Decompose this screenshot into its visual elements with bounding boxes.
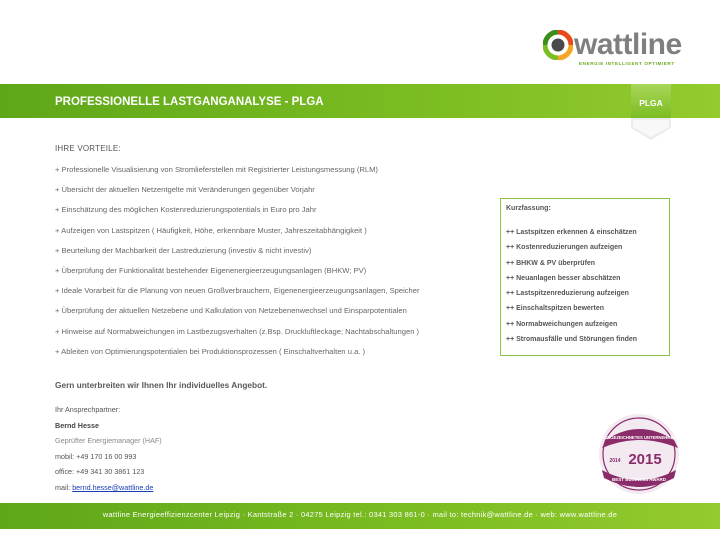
list-item: + Überprüfung der Funktionalität bestehender Eigenenergieerzeugungsanlagen (BHKW; PV) (55, 265, 367, 275)
contact-name: Bernd Hesse (55, 420, 99, 430)
plga-tab (631, 84, 671, 142)
contact-mail-link[interactable]: bernd.hesse@wattline.de (72, 482, 154, 492)
list-item: ++ Stromausfälle und Störungen finden (506, 336, 638, 344)
logo-ring-icon (543, 30, 573, 60)
wattline-logo (543, 28, 682, 76)
award-year-small: 2014 (609, 458, 621, 464)
list-item: ++ Neuanlagen besser abschätzen (506, 274, 621, 282)
footer-contact-line: wattline Energieeffizienzcenter Leipzig · Kantstraße 2 · 04275 Leipzig tel.: 0341 303 861-0 · mail to: technik@wattline.de · web: www.wattline.de (102, 510, 618, 519)
list-item: + Überprüfung der aktuellen Netzebene und Kalkulation von Netzebenenwechsel und Einsparpotentialen (55, 306, 407, 316)
award-title: BEST BUSINESS AWARD (611, 477, 667, 482)
contact-label: Ihr Ansprechpartner: (55, 405, 121, 414)
kurzfassung-title: Kurzfassung: (506, 205, 551, 212)
logo-tagline: ENERGIE INTELLIGENT OPTIMIERT (579, 61, 675, 66)
kurzfassung-box (500, 198, 670, 356)
list-item: + Übersicht der aktuellen Netzentgelte mit Veränderungen gegenüber Vorjahr (55, 185, 315, 195)
tab-label: PLGA (639, 98, 663, 108)
contact-office: office: +49 341 30 3861 123 (55, 467, 145, 476)
contact-block (55, 402, 162, 495)
page-title: PROFESSIONELLE LASTGANGANALYSE - PLGA (55, 96, 324, 108)
kurzfassung-list (506, 229, 669, 351)
award-year-big: 2015 (628, 451, 662, 468)
contact-role: Geprüfter Energiemanager (HAF) (55, 436, 162, 445)
list-item: + Einschätzung des möglichen Kostenreduzierungspotentials in Euro pro Jahr (55, 205, 317, 215)
list-item: + Professionelle Visualisierung von Stromlieferstellen mit Registrierter Leistungsmessung (RLM) (55, 165, 378, 174)
offer-call-to-action: Gern unterbreiten wir Ihnen Ihr individuelles Angebot. (55, 380, 268, 390)
list-item: ++ Lastspitzen erkennen & einschätzen (506, 229, 637, 236)
tab-shape-icon (631, 84, 671, 142)
list-item: + Hinweise auf Normabweichungen im Lastbezugsverhalten (z.Bsp. Druckluftleckage; Nachtabschaltungen ) (55, 326, 420, 336)
logo-wordmark: wattline (574, 28, 682, 61)
vorteile-section (55, 144, 475, 367)
list-item: ++ Kostenreduzierungen aufzeigen (506, 244, 623, 252)
vorteile-heading: IHRE VORTEILE: (55, 144, 121, 153)
contact-mail-label: mail: (55, 482, 73, 492)
award-badge (588, 410, 690, 502)
list-item: + Beurteilung der Machbarkeit der Lastreduzierung (investiv & nicht investiv) (55, 245, 312, 255)
contact-mail-row (55, 480, 162, 496)
contact-mobile: mobil: +49 170 16 00 993 (55, 451, 137, 461)
award-seal-icon (588, 410, 690, 502)
list-item: + Aufzeigen von Lastspitzen ( Häufigkeit, Höhe, erkennbare Muster, Jahreszeitabhängigkeit ) (55, 225, 367, 235)
list-item: ++ BHKW & PV überprüfen (506, 259, 596, 267)
list-item: + Ableiten von Optimierungspotentialen bei Produktionsprozessen ( Einschaltverhalten u.a. ) (55, 346, 366, 356)
list-item: + Ideale Vorarbeit für die Planung von neuen Großverbrauchern, Eigenenergieerzeugungsanlagen, Speicher (55, 286, 420, 296)
award-top-text: AUSGEZEICHNETES UNTERNEHMEN (601, 435, 677, 440)
list-item: ++ Lastspitzenreduzierung aufzeigen (506, 290, 629, 298)
vorteile-list (55, 165, 475, 367)
list-item: ++ Normabweichungen aufzeigen (506, 320, 618, 328)
list-item: ++ Einschaltspitzen bewerten (506, 305, 605, 313)
